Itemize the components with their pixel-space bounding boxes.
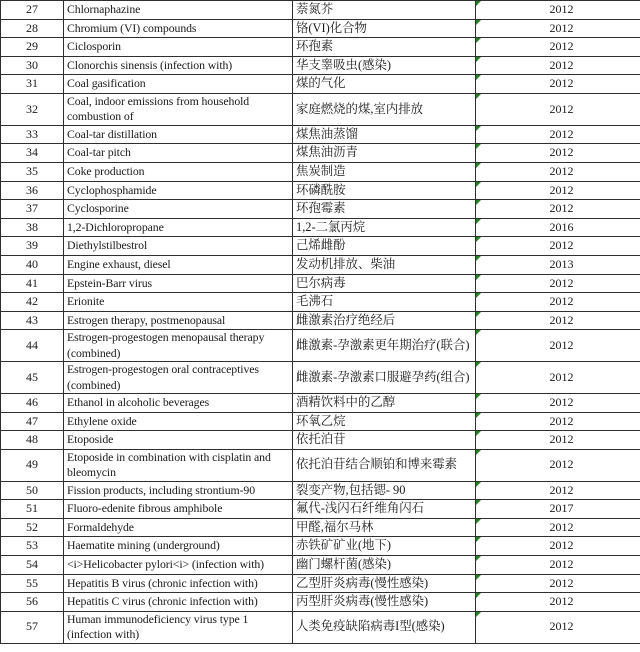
- row-number-cell[interactable]: 49: [1, 449, 64, 481]
- number-stored-as-text-indicator-icon: [476, 575, 481, 580]
- number-stored-as-text-indicator-icon: [476, 612, 481, 617]
- english-name-cell[interactable]: Coal-tar pitch: [64, 144, 293, 163]
- year-cell[interactable]: [476, 362, 640, 394]
- year-value: 2012: [549, 164, 574, 179]
- english-name-cell[interactable]: Engine exhaust, diesel: [64, 255, 293, 274]
- row-number-cell[interactable]: 46: [1, 393, 64, 412]
- table-row: [1, 237, 640, 256]
- chinese-name-cell[interactable]: 氟代-浅闪石纤维角闪石: [293, 500, 476, 519]
- english-name-cell[interactable]: Hepatitis C virus (chronic infection with): [64, 593, 293, 612]
- chinese-name-cell[interactable]: 雌激素治疗绝经后: [293, 311, 476, 330]
- number-stored-as-text-indicator-icon: [476, 312, 481, 317]
- year-cell[interactable]: [476, 555, 640, 574]
- row-number-cell[interactable]: 27: [1, 1, 64, 20]
- english-name-cell[interactable]: Erionite: [64, 293, 293, 312]
- row-number-cell[interactable]: 41: [1, 274, 64, 293]
- year-value: 2012: [549, 413, 574, 428]
- english-name-cell[interactable]: Coke production: [64, 162, 293, 181]
- year-cell[interactable]: [476, 19, 640, 38]
- year-cell[interactable]: [476, 611, 640, 643]
- year-cell[interactable]: [476, 311, 640, 330]
- table-row: [1, 274, 640, 293]
- year-cell[interactable]: [476, 162, 640, 181]
- year-value: 2012: [549, 101, 574, 116]
- year-value: 2012: [549, 538, 574, 553]
- english-name-cell[interactable]: Estrogen-progestogen oral contraceptives (combined): [64, 362, 293, 394]
- row-number-cell[interactable]: 34: [1, 144, 64, 163]
- number-stored-as-text-indicator-icon: [476, 219, 481, 224]
- number-stored-as-text-indicator-icon: [476, 144, 481, 149]
- number-stored-as-text-indicator-icon: [476, 57, 481, 62]
- table-row: [1, 1, 640, 20]
- table-row: [1, 330, 640, 362]
- year-cell[interactable]: [476, 75, 640, 94]
- chinese-name-cell[interactable]: 环氧乙烷: [293, 412, 476, 431]
- english-name-cell[interactable]: Fluoro-edenite fibrous amphibole: [64, 500, 293, 519]
- row-number-cell[interactable]: 36: [1, 181, 64, 200]
- row-number-cell[interactable]: 32: [1, 93, 64, 125]
- chinese-name-cell[interactable]: 1,2-二氯丙烷: [293, 218, 476, 237]
- chinese-name-cell[interactable]: 焦炭制造: [293, 162, 476, 181]
- row-number-cell[interactable]: 42: [1, 293, 64, 312]
- table-row: [1, 218, 640, 237]
- row-number-cell[interactable]: 56: [1, 593, 64, 612]
- english-name-cell[interactable]: Coal-tar distillation: [64, 125, 293, 144]
- chinese-name-cell[interactable]: 毛沸石: [293, 293, 476, 312]
- year-value: 2012: [549, 275, 574, 290]
- year-value: 2012: [549, 519, 574, 534]
- chinese-name-cell[interactable]: 幽门螺杆菌(感染): [293, 555, 476, 574]
- chinese-name-cell[interactable]: 裂变产物,包括锶- 90: [293, 481, 476, 500]
- english-name-cell[interactable]: Clonorchis sinensis (infection with): [64, 56, 293, 75]
- table-row: [1, 412, 640, 431]
- row-number-cell[interactable]: 54: [1, 555, 64, 574]
- row-number-cell[interactable]: 37: [1, 200, 64, 219]
- english-name-cell[interactable]: Chlornaphazine: [64, 1, 293, 20]
- year-cell[interactable]: [476, 574, 640, 593]
- year-cell[interactable]: [476, 56, 640, 75]
- english-name-cell[interactable]: 1,2-Dichloropropane: [64, 218, 293, 237]
- row-number-cell[interactable]: 57: [1, 611, 64, 643]
- number-stored-as-text-indicator-icon: [476, 1, 481, 6]
- table-row: [1, 449, 640, 481]
- chinese-name-cell[interactable]: 煤焦油沥青: [293, 144, 476, 163]
- table-row: [1, 311, 640, 330]
- table-row: [1, 125, 640, 144]
- english-name-cell[interactable]: Cyclosporine: [64, 200, 293, 219]
- year-cell[interactable]: [476, 218, 640, 237]
- year-value: 2012: [549, 2, 574, 17]
- english-name-cell[interactable]: Human immunodeficiency virus type 1 (infection with): [64, 611, 293, 643]
- table-row: [1, 593, 640, 612]
- number-stored-as-text-indicator-icon: [476, 413, 481, 418]
- chinese-name-cell[interactable]: 丙型肝炎病毒(慢性感染): [293, 593, 476, 612]
- year-cell[interactable]: [476, 537, 640, 556]
- year-value: 2012: [549, 294, 574, 309]
- year-cell[interactable]: [476, 449, 640, 481]
- row-number-cell[interactable]: 31: [1, 75, 64, 94]
- row-number-cell[interactable]: 50: [1, 481, 64, 500]
- chinese-name-cell[interactable]: 甲醛,福尔马林: [293, 518, 476, 537]
- year-cell[interactable]: [476, 330, 640, 362]
- table-row: [1, 56, 640, 75]
- row-number-cell[interactable]: 33: [1, 125, 64, 144]
- year-value: 2012: [549, 432, 574, 447]
- chinese-name-cell[interactable]: 酒精饮料中的乙醇: [293, 393, 476, 412]
- number-stored-as-text-indicator-icon: [476, 237, 481, 242]
- year-value: 2012: [549, 182, 574, 197]
- year-value: 2012: [549, 145, 574, 160]
- row-number-cell[interactable]: 53: [1, 537, 64, 556]
- table-row: [1, 362, 640, 394]
- year-value: 2012: [549, 619, 574, 634]
- number-stored-as-text-indicator-icon: [476, 20, 481, 25]
- row-number-cell[interactable]: 55: [1, 574, 64, 593]
- row-number-cell[interactable]: 28: [1, 19, 64, 38]
- chinese-name-cell[interactable]: 发动机排放、柴油: [293, 255, 476, 274]
- chinese-name-cell[interactable]: 环磷酰胺: [293, 181, 476, 200]
- number-stored-as-text-indicator-icon: [476, 394, 481, 399]
- year-cell[interactable]: [476, 237, 640, 256]
- chinese-name-cell[interactable]: 煤焦油蒸馏: [293, 125, 476, 144]
- table-row: [1, 611, 640, 643]
- chinese-name-cell[interactable]: 人类免疫缺陷病毒I型(感染): [293, 611, 476, 643]
- year-value: 2016: [549, 219, 574, 234]
- row-number-cell[interactable]: 45: [1, 362, 64, 394]
- english-name-cell[interactable]: Coal gasification: [64, 75, 293, 94]
- year-value: 2012: [549, 20, 574, 35]
- year-value: 2012: [549, 338, 574, 353]
- english-name-cell[interactable]: Etoposide in combination with cisplatin and bleomycin: [64, 449, 293, 481]
- row-number-cell[interactable]: 52: [1, 518, 64, 537]
- row-number-cell[interactable]: 43: [1, 311, 64, 330]
- row-number-cell[interactable]: 30: [1, 56, 64, 75]
- number-stored-as-text-indicator-icon: [476, 38, 481, 43]
- table-row: [1, 555, 640, 574]
- table-row: [1, 93, 640, 125]
- year-cell[interactable]: [476, 412, 640, 431]
- number-stored-as-text-indicator-icon: [476, 593, 481, 598]
- english-name-cell[interactable]: Cyclophosphamide: [64, 181, 293, 200]
- chinese-name-cell[interactable]: 萘氮芥: [293, 1, 476, 20]
- year-value: 2012: [549, 594, 574, 609]
- english-name-cell[interactable]: <i>Helicobacter pylori<i> (infection with): [64, 555, 293, 574]
- chinese-name-cell[interactable]: 华支睾吸虫(感染): [293, 56, 476, 75]
- english-name-cell[interactable]: Diethylstilbestrol: [64, 237, 293, 256]
- chinese-name-cell[interactable]: 家庭燃烧的煤,室内排放: [293, 93, 476, 125]
- number-stored-as-text-indicator-icon: [476, 200, 481, 205]
- row-number-cell[interactable]: 51: [1, 500, 64, 519]
- english-name-cell[interactable]: Ethanol in alcoholic beverages: [64, 393, 293, 412]
- year-cell[interactable]: [476, 255, 640, 274]
- year-cell[interactable]: [476, 93, 640, 125]
- table-row: [1, 162, 640, 181]
- year-cell[interactable]: [476, 500, 640, 519]
- english-name-cell[interactable]: Fission products, including strontium-90: [64, 481, 293, 500]
- row-number-cell[interactable]: 48: [1, 431, 64, 450]
- table-row: [1, 537, 640, 556]
- year-value: 2012: [549, 201, 574, 216]
- number-stored-as-text-indicator-icon: [476, 275, 481, 280]
- year-cell[interactable]: [476, 1, 640, 20]
- year-value: 2012: [549, 369, 574, 384]
- english-name-cell[interactable]: Ethylene oxide: [64, 412, 293, 431]
- year-value: 2012: [549, 395, 574, 410]
- table-row: [1, 181, 640, 200]
- chinese-name-cell[interactable]: 乙型肝炎病毒(慢性感染): [293, 574, 476, 593]
- year-cell[interactable]: [476, 125, 640, 144]
- english-name-cell[interactable]: Ciclosporin: [64, 38, 293, 57]
- number-stored-as-text-indicator-icon: [476, 75, 481, 80]
- table-row: [1, 393, 640, 412]
- table-row: [1, 293, 640, 312]
- english-name-cell[interactable]: Chromium (VI) compounds: [64, 19, 293, 38]
- row-number-cell[interactable]: 44: [1, 330, 64, 362]
- english-name-cell[interactable]: Coal, indoor emissions from household combustion of: [64, 93, 293, 125]
- row-number-cell[interactable]: 29: [1, 38, 64, 57]
- english-name-cell[interactable]: Estrogen-progestogen menopausal therapy (combined): [64, 330, 293, 362]
- table-row: [1, 200, 640, 219]
- number-stored-as-text-indicator-icon: [476, 163, 481, 168]
- year-cell[interactable]: [476, 393, 640, 412]
- number-stored-as-text-indicator-icon: [476, 126, 481, 131]
- table-row: [1, 19, 640, 38]
- english-name-cell[interactable]: Formaldehyde: [64, 518, 293, 537]
- year-cell[interactable]: [476, 431, 640, 450]
- row-number-cell[interactable]: 40: [1, 255, 64, 274]
- row-number-cell[interactable]: 38: [1, 218, 64, 237]
- table-row: [1, 574, 640, 593]
- chinese-name-cell[interactable]: 巴尔病毒: [293, 274, 476, 293]
- year-cell[interactable]: [476, 293, 640, 312]
- chinese-name-cell[interactable]: 雌激素-孕激素口服避孕药(组合): [293, 362, 476, 394]
- chinese-name-cell[interactable]: 环孢霉素: [293, 200, 476, 219]
- year-value: 2012: [549, 575, 574, 590]
- year-value: 2012: [549, 482, 574, 497]
- chinese-name-cell[interactable]: 雌激素-孕激素更年期治疗(联合): [293, 330, 476, 362]
- year-value: 2012: [549, 39, 574, 54]
- row-number-cell[interactable]: 39: [1, 237, 64, 256]
- number-stored-as-text-indicator-icon: [476, 519, 481, 524]
- year-value: 2012: [549, 76, 574, 91]
- chinese-name-cell[interactable]: 赤铁矿矿业(地下): [293, 537, 476, 556]
- table-row: [1, 75, 640, 94]
- table-row: [1, 518, 640, 537]
- table-row: [1, 38, 640, 57]
- table-row: [1, 255, 640, 274]
- number-stored-as-text-indicator-icon: [476, 450, 481, 455]
- chinese-name-cell[interactable]: 煤的气化: [293, 75, 476, 94]
- number-stored-as-text-indicator-icon: [476, 362, 481, 367]
- year-cell[interactable]: [476, 144, 640, 163]
- year-value: 2012: [549, 457, 574, 472]
- number-stored-as-text-indicator-icon: [476, 256, 481, 261]
- chinese-name-cell[interactable]: 己烯雌酚: [293, 237, 476, 256]
- number-stored-as-text-indicator-icon: [476, 482, 481, 487]
- year-cell[interactable]: [476, 181, 640, 200]
- year-value: 2013: [549, 257, 574, 272]
- number-stored-as-text-indicator-icon: [476, 500, 481, 505]
- english-name-cell[interactable]: Etoposide: [64, 431, 293, 450]
- year-cell[interactable]: [476, 593, 640, 612]
- year-value: 2012: [549, 238, 574, 253]
- row-number-cell[interactable]: 35: [1, 162, 64, 181]
- chinese-name-cell[interactable]: 依托泊苷结合顺铂和博来霉素: [293, 449, 476, 481]
- number-stored-as-text-indicator-icon: [476, 182, 481, 187]
- english-name-cell[interactable]: Estrogen therapy, postmenopausal: [64, 311, 293, 330]
- english-name-cell[interactable]: Hepatitis B virus (chronic infection with): [64, 574, 293, 593]
- number-stored-as-text-indicator-icon: [476, 556, 481, 561]
- chinese-name-cell[interactable]: 环孢素: [293, 38, 476, 57]
- table-row: [1, 481, 640, 500]
- table-row: [1, 500, 640, 519]
- chinese-name-cell[interactable]: 铬(VI)化合物: [293, 19, 476, 38]
- row-number-cell[interactable]: 47: [1, 412, 64, 431]
- year-value: 2012: [549, 126, 574, 141]
- year-cell[interactable]: [476, 38, 640, 57]
- year-value: 2017: [549, 501, 574, 516]
- year-value: 2012: [549, 557, 574, 571]
- year-cell[interactable]: [476, 274, 640, 293]
- table-body: [1, 1, 640, 644]
- year-cell[interactable]: [476, 481, 640, 500]
- english-name-cell[interactable]: Haematite mining (underground): [64, 537, 293, 556]
- table-row: [1, 144, 640, 163]
- year-value: 2012: [549, 57, 574, 72]
- number-stored-as-text-indicator-icon: [476, 330, 481, 335]
- number-stored-as-text-indicator-icon: [476, 537, 481, 542]
- number-stored-as-text-indicator-icon: [476, 431, 481, 436]
- number-stored-as-text-indicator-icon: [476, 293, 481, 298]
- table-row: [1, 431, 640, 450]
- number-stored-as-text-indicator-icon: [476, 94, 481, 99]
- english-name-cell[interactable]: Epstein-Barr virus: [64, 274, 293, 293]
- chinese-name-cell[interactable]: 依托泊苷: [293, 431, 476, 450]
- year-cell[interactable]: [476, 200, 640, 219]
- year-cell[interactable]: [476, 518, 640, 537]
- year-value: 2012: [549, 312, 574, 327]
